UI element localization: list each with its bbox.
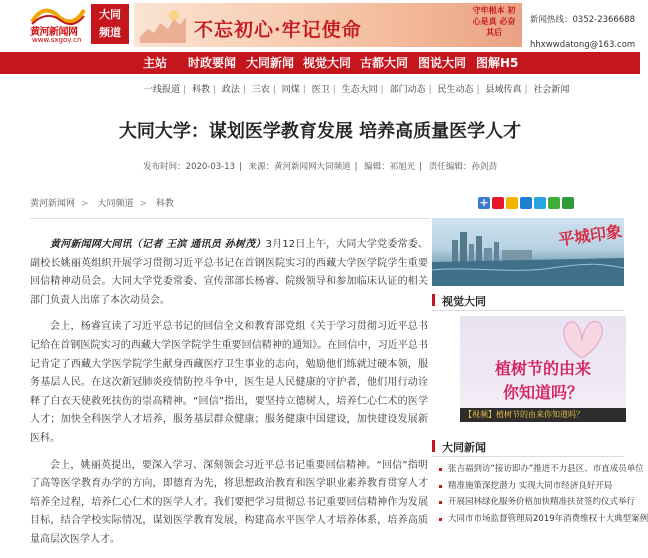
nav-item-politics[interactable]: 时政要闻 [188,56,237,70]
video-title-line1: 植树节的由来 [494,359,591,378]
nav-item-visual[interactable]: 视觉大同 [303,56,352,70]
douban-icon[interactable] [562,197,574,209]
article-editor: 编辑：祁旭光 [364,162,416,172]
tencent-icon[interactable] [534,197,546,209]
site-logo[interactable] [30,4,86,44]
contact-email[interactable]: hhxwwdatong@163.com [530,40,636,50]
subnav-item[interactable]: 三农 [251,85,270,95]
article-paragraph: 会上，杨睿宣读了习近平总书记的回信全文和教育部党组《关于学习贯彻习近平总书记给在首钢医院实习的西藏大学医学院学生重要回信精神的通知》。在回信中，习近平总书记肯定了西藏大学医学院学生献身西藏医疗卫生事业的志向，勉励他们练就过硬本领，服务基层人民。在这次新冠肺炎疫情防控斗争中，医生是人民健康的守护者，他们用行动诠释了白衣天使救死扶伤的崇高精神。“回信”指出，要坚持立德树人，培养仁心仁术的医学人才；加快全科医学人才培养，服务基层群众健康；服务健康中国建设，加快建设发展新医科。 [30,321,428,444]
news-section-header [432,438,624,457]
news-item[interactable]: 开展园林绿化服务价格加快精准扶贫签约仪式举行 [436,494,628,511]
main-nav [0,52,640,74]
news-section-title: 大同新闻 [442,441,486,454]
breadcrumb-item[interactable]: 黄河新闻网 [30,199,76,209]
news-list [436,461,648,528]
video-title-line2: 你知道吗？ [502,383,583,402]
divider [30,218,430,219]
nav-item-main[interactable]: 主站 [143,56,168,70]
subnav-item[interactable]: 医卫 [311,85,330,95]
subnav-item[interactable]: 民生动态 [437,85,474,95]
subnav-item[interactable]: 一线报道 [144,85,181,95]
subnav-item[interactable]: 同煤 [281,85,300,95]
chief-editor: 责任编辑：孙剑劲 [428,162,497,172]
site-header [0,0,640,52]
city-banner-image[interactable] [432,218,624,286]
banner-side-text: 守牢根本 初心是真 必奋其后 [472,6,516,37]
article-lead: 黄河新闻网大同讯（记者 王滨 通讯员 孙树茂） [50,239,266,250]
channel-line2: 频道 [99,26,121,39]
great-wall-icon [140,7,186,43]
article-body [30,236,428,558]
breadcrumb-item[interactable]: 科教 [155,199,174,209]
city-banner-caption: 平城印象 [557,221,624,250]
article-meta: 发布时间：2020-03-13 | 来源：黄河新闻网大同频道 | 编辑：祁旭光 | 责任编辑：孙剑劲 [0,160,640,172]
nav-item-datong-news[interactable]: 大同新闻 [246,56,295,70]
subnav-item[interactable]: 政法 [221,85,240,95]
news-item[interactable]: 张吉福到访“接访即办”推进不力县区、市直成员单位 [436,461,628,478]
video-thumbnail[interactable] [460,316,626,422]
subnav-item[interactable]: 生态大同 [341,85,378,95]
plus-icon[interactable]: + [479,196,489,209]
banner-slogan: 不忘初心·牢记使命 [194,19,362,41]
article-title: 大同大学：谋划医学教育发展 培养高质量医学人才 [118,121,522,142]
nav-item-ancient[interactable]: 古都大同 [360,56,409,70]
news-item[interactable]: 精准施策深挖潜力 实现大同市经济良好开局 [436,478,628,495]
breadcrumb: 黄河新闻网 > 大同频道 > 科教 [30,199,174,209]
nav-item-h5[interactable]: 图解H5 [476,56,519,70]
weibo-icon[interactable] [492,197,504,209]
subnav-item[interactable]: 部门动态 [389,85,426,95]
qzone-icon[interactable] [506,197,518,209]
paragraph-text: 3月12日上午，大同大学党委常委、副校长姚丽英组织开展学习贯彻习近平总书记在首钢医院实习的西藏大学医学院学生重要回信精神动员会。大同大学党委常委、宣传部部长杨睿、院级领导和参加临床认证的相关部门负责人出席了本次动员会。 [30,239,428,306]
logo-url: www.sxgov.cn [32,36,82,44]
subnav-item[interactable]: 社会新闻 [533,85,570,95]
news-item[interactable]: 大同市市场监督管理局2019年消费维权十大典型案例 [436,511,628,528]
article-source: 来源：黄河新闻网大同频道 [248,162,351,172]
subnav-item[interactable]: 科教 [191,85,210,95]
channel-badge[interactable] [91,4,129,44]
logo-text: 黄河新闻网 [30,27,78,38]
renren-icon[interactable] [520,197,532,209]
subnav-item[interactable]: 县域传真 [485,85,522,95]
visual-section-header [432,292,624,311]
sub-nav: 一线报道 | 科教 | 政法 | 三农 | 同煤 | 医卫 | 生态大同 | 部门动态 | 民生动态 | 县域传真 | 社会新闻 [144,85,570,95]
publish-date: 发布时间：2020-03-13 [143,162,236,172]
slogan-banner [134,3,522,47]
section-bar [432,440,435,452]
section-bar [432,294,435,306]
article-paragraph [30,236,428,310]
breadcrumb-item[interactable]: 大同频道 [97,199,134,209]
video-caption[interactable]: 【视频】植树节的由来你知道吗？ [460,408,626,422]
wechat-icon[interactable] [548,197,560,209]
news-hotline: 新闻热线：0352-2366688 [530,15,636,25]
visual-section-title: 视觉大同 [442,295,486,308]
channel-line1: 大同 [99,8,121,21]
article-paragraph: 会上，姚丽英提出，要深入学习、深刻领会习近平总书记重要回信精神。“回信”指明了高等医学教育办学的方向，即德育为先，将思想政治教育和医学职业素养教育贯穿人才培养全过程，培养仁心仁术的医学人才。我们要把学习贯彻总书记重要回信精神作为发展目标，结合学校实际情况，谋划医学教育发展，构建高水平医学人才培养体系，培养高质量高层次医学人才。 [30,459,428,545]
nav-item-picture[interactable]: 图说大同 [418,56,467,70]
